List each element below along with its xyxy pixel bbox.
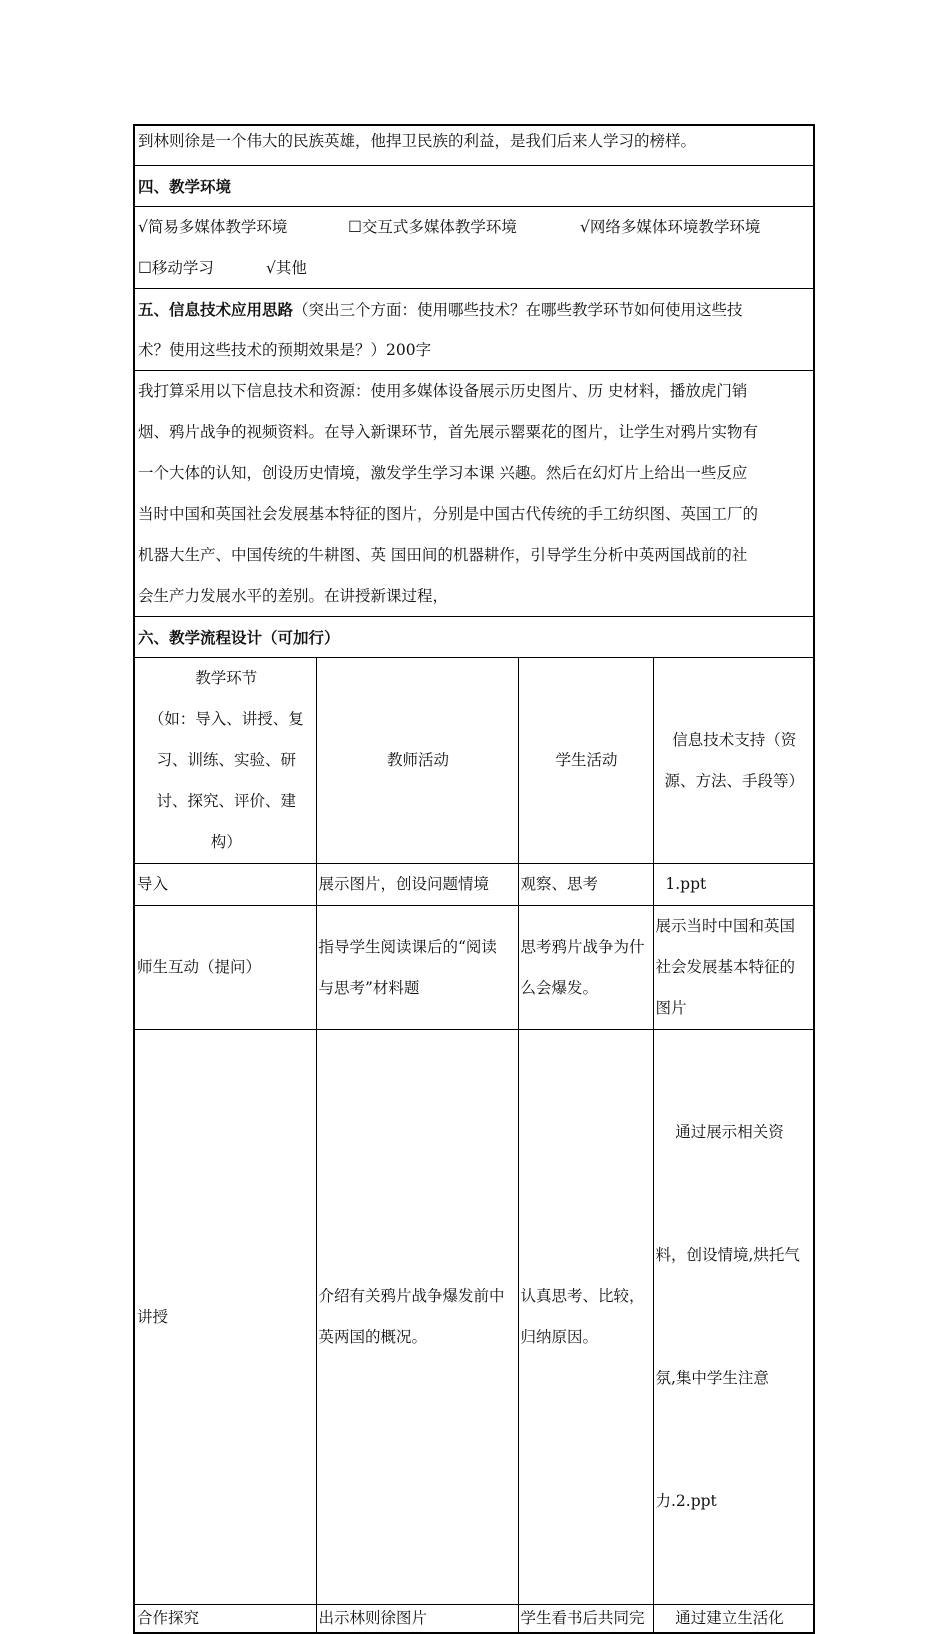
- cell-tech: [653, 1605, 813, 1632]
- flow-row-intro: [135, 864, 813, 906]
- cell-line: 通过建立生活化: [655, 1609, 784, 1627]
- cell-line: 认真思考、比较，: [520, 1287, 645, 1305]
- cell-line: 力.2.ppt: [655, 1492, 717, 1510]
- section5-body-line: 一个大体的认知，创设历史情境，激发学生学习本课 兴趣。然后在幻灯片上给出一些反应: [138, 464, 748, 482]
- cell-line: 出示林则徐图片: [318, 1609, 428, 1627]
- env-option-mobile-learning: ☐移动学习: [138, 259, 214, 277]
- header-stage-line: 讨、探究、评价、建: [156, 792, 296, 810]
- header-student: 学生活动: [518, 658, 653, 864]
- section5-note-1: （突出三个方面：使用哪些技术？在哪些教学环节如何使用这些技: [293, 301, 743, 319]
- cell-teacher: [316, 864, 518, 906]
- section4-title: 四、教学环境: [138, 177, 232, 196]
- section5-title-row: [135, 289, 813, 371]
- header-teacher: 教师活动: [316, 658, 518, 864]
- cell-line: 思考鸦片战争为什: [520, 937, 645, 956]
- flow-row-lecture: [135, 1030, 813, 1605]
- cell-line: 介绍有关鸦片战争爆发前中: [318, 1287, 505, 1305]
- flow-header-row: [135, 658, 813, 864]
- section6-flow-row: [135, 658, 813, 1632]
- cell-line: 指导学生阅读课后的“阅读: [318, 937, 497, 956]
- header-tech: [653, 658, 813, 864]
- section5-title-line1: [138, 289, 813, 330]
- cell-line: 学生看书后共同完: [520, 1609, 645, 1627]
- section4-title-row: [135, 166, 813, 207]
- env-options-line2: [138, 248, 813, 289]
- flow-row-interaction: [135, 906, 813, 1030]
- section5-body-line: 会生产力发展水平的差别。在讲授新课过程，: [138, 587, 449, 605]
- header-tech-line: 信息技术支持（资: [672, 730, 797, 749]
- section4-options-row: [135, 207, 813, 289]
- env-option-network-multimedia: √网络多媒体环境教学环境: [580, 218, 761, 236]
- header-tech-line: 源、方法、手段等）: [664, 771, 804, 790]
- lesson-plan-table: [133, 124, 815, 1634]
- header-stage-line: （如：导入、讲授、复: [148, 710, 304, 728]
- cell-line: 1.ppt: [655, 875, 707, 893]
- section5-note-2: 术？使用这些技术的预期效果是？）200字: [138, 341, 432, 359]
- cell-tech: [653, 1030, 813, 1605]
- cell-stage: 导入: [135, 864, 316, 906]
- section5-body-line: 我打算采用以下信息技术和资源：使用多媒体设备展示历史图片、历 史材料，播放虎门销: [138, 382, 748, 400]
- cell-stage: 合作探究: [135, 1605, 316, 1632]
- cell-tech: [653, 906, 813, 1030]
- section5-body-row: [135, 371, 813, 617]
- cell-stage: 讲授: [135, 1030, 316, 1605]
- section3-tail-text: 到林则徐是一个伟大的民族英雄，他捍卫民族的利益，是我们后来人学习的榜样。: [138, 132, 697, 150]
- cell-student: [518, 864, 653, 906]
- cell-line: 归纳原因。: [520, 1328, 599, 1346]
- cell-student: [518, 1605, 653, 1632]
- cell-line: 观察、思考: [520, 875, 599, 893]
- header-stage-line: 教学环节: [195, 669, 258, 687]
- cell-line: 料，创设情境,烘托气: [655, 1246, 800, 1264]
- teaching-flow-table: [135, 658, 813, 1632]
- cell-line: 展示图片，创设问题情境: [318, 875, 490, 893]
- env-option-simple-multimedia: √简易多媒体教学环境: [138, 218, 288, 236]
- header-stage-line: 习、训练、实验、研: [156, 751, 296, 769]
- header-stage: [135, 658, 316, 864]
- cell-line: 社会发展基本特征的: [655, 958, 796, 976]
- cell-line: 图片: [655, 999, 687, 1017]
- cell-line: 与思考”材料题: [318, 978, 420, 997]
- cell-line: 氛,集中学生注意: [655, 1369, 769, 1387]
- env-option-other: √其他: [266, 259, 307, 277]
- cell-line: 通过展示相关资: [655, 1123, 784, 1141]
- cell-teacher: [316, 1605, 518, 1632]
- cell-student: [518, 1030, 653, 1605]
- section5-title: 五、信息技术应用思路: [138, 300, 294, 319]
- cell-stage: 师生互动（提问）: [135, 906, 316, 1030]
- cell-line: 展示当时中国和英国: [655, 917, 796, 935]
- env-options-line1: [138, 207, 813, 248]
- cell-line: 么会爆发。: [520, 978, 599, 997]
- header-stage-line: 构）: [210, 833, 242, 851]
- cell-teacher: [316, 1030, 518, 1605]
- section6-title-row: [135, 617, 813, 658]
- cell-teacher: [316, 906, 518, 1030]
- section5-body-line: 烟、鸦片战争的视频资料。在导入新课环节，首先展示罂粟花的图片，让学生对鸦片实物有: [138, 423, 759, 441]
- section6-title: 六、教学流程设计（可加行）: [138, 628, 340, 647]
- cell-student: [518, 906, 653, 1030]
- section3-tail-row: [135, 126, 813, 166]
- cell-tech: [653, 864, 813, 906]
- flow-row-cooperative: [135, 1605, 813, 1632]
- section5-body-line: 机器大生产、中国传统的牛耕图、英 国田间的机器耕作，引导学生分析中英两国战前的社: [138, 546, 748, 564]
- env-option-interactive-multimedia: ☐交互式多媒体教学环境: [348, 218, 517, 236]
- section5-body-line: 当时中国和英国社会发展基本特征的图片，分别是中国古代传统的手工纺织图、英国工厂的: [138, 505, 759, 523]
- cell-line: 英两国的概况。: [318, 1328, 428, 1346]
